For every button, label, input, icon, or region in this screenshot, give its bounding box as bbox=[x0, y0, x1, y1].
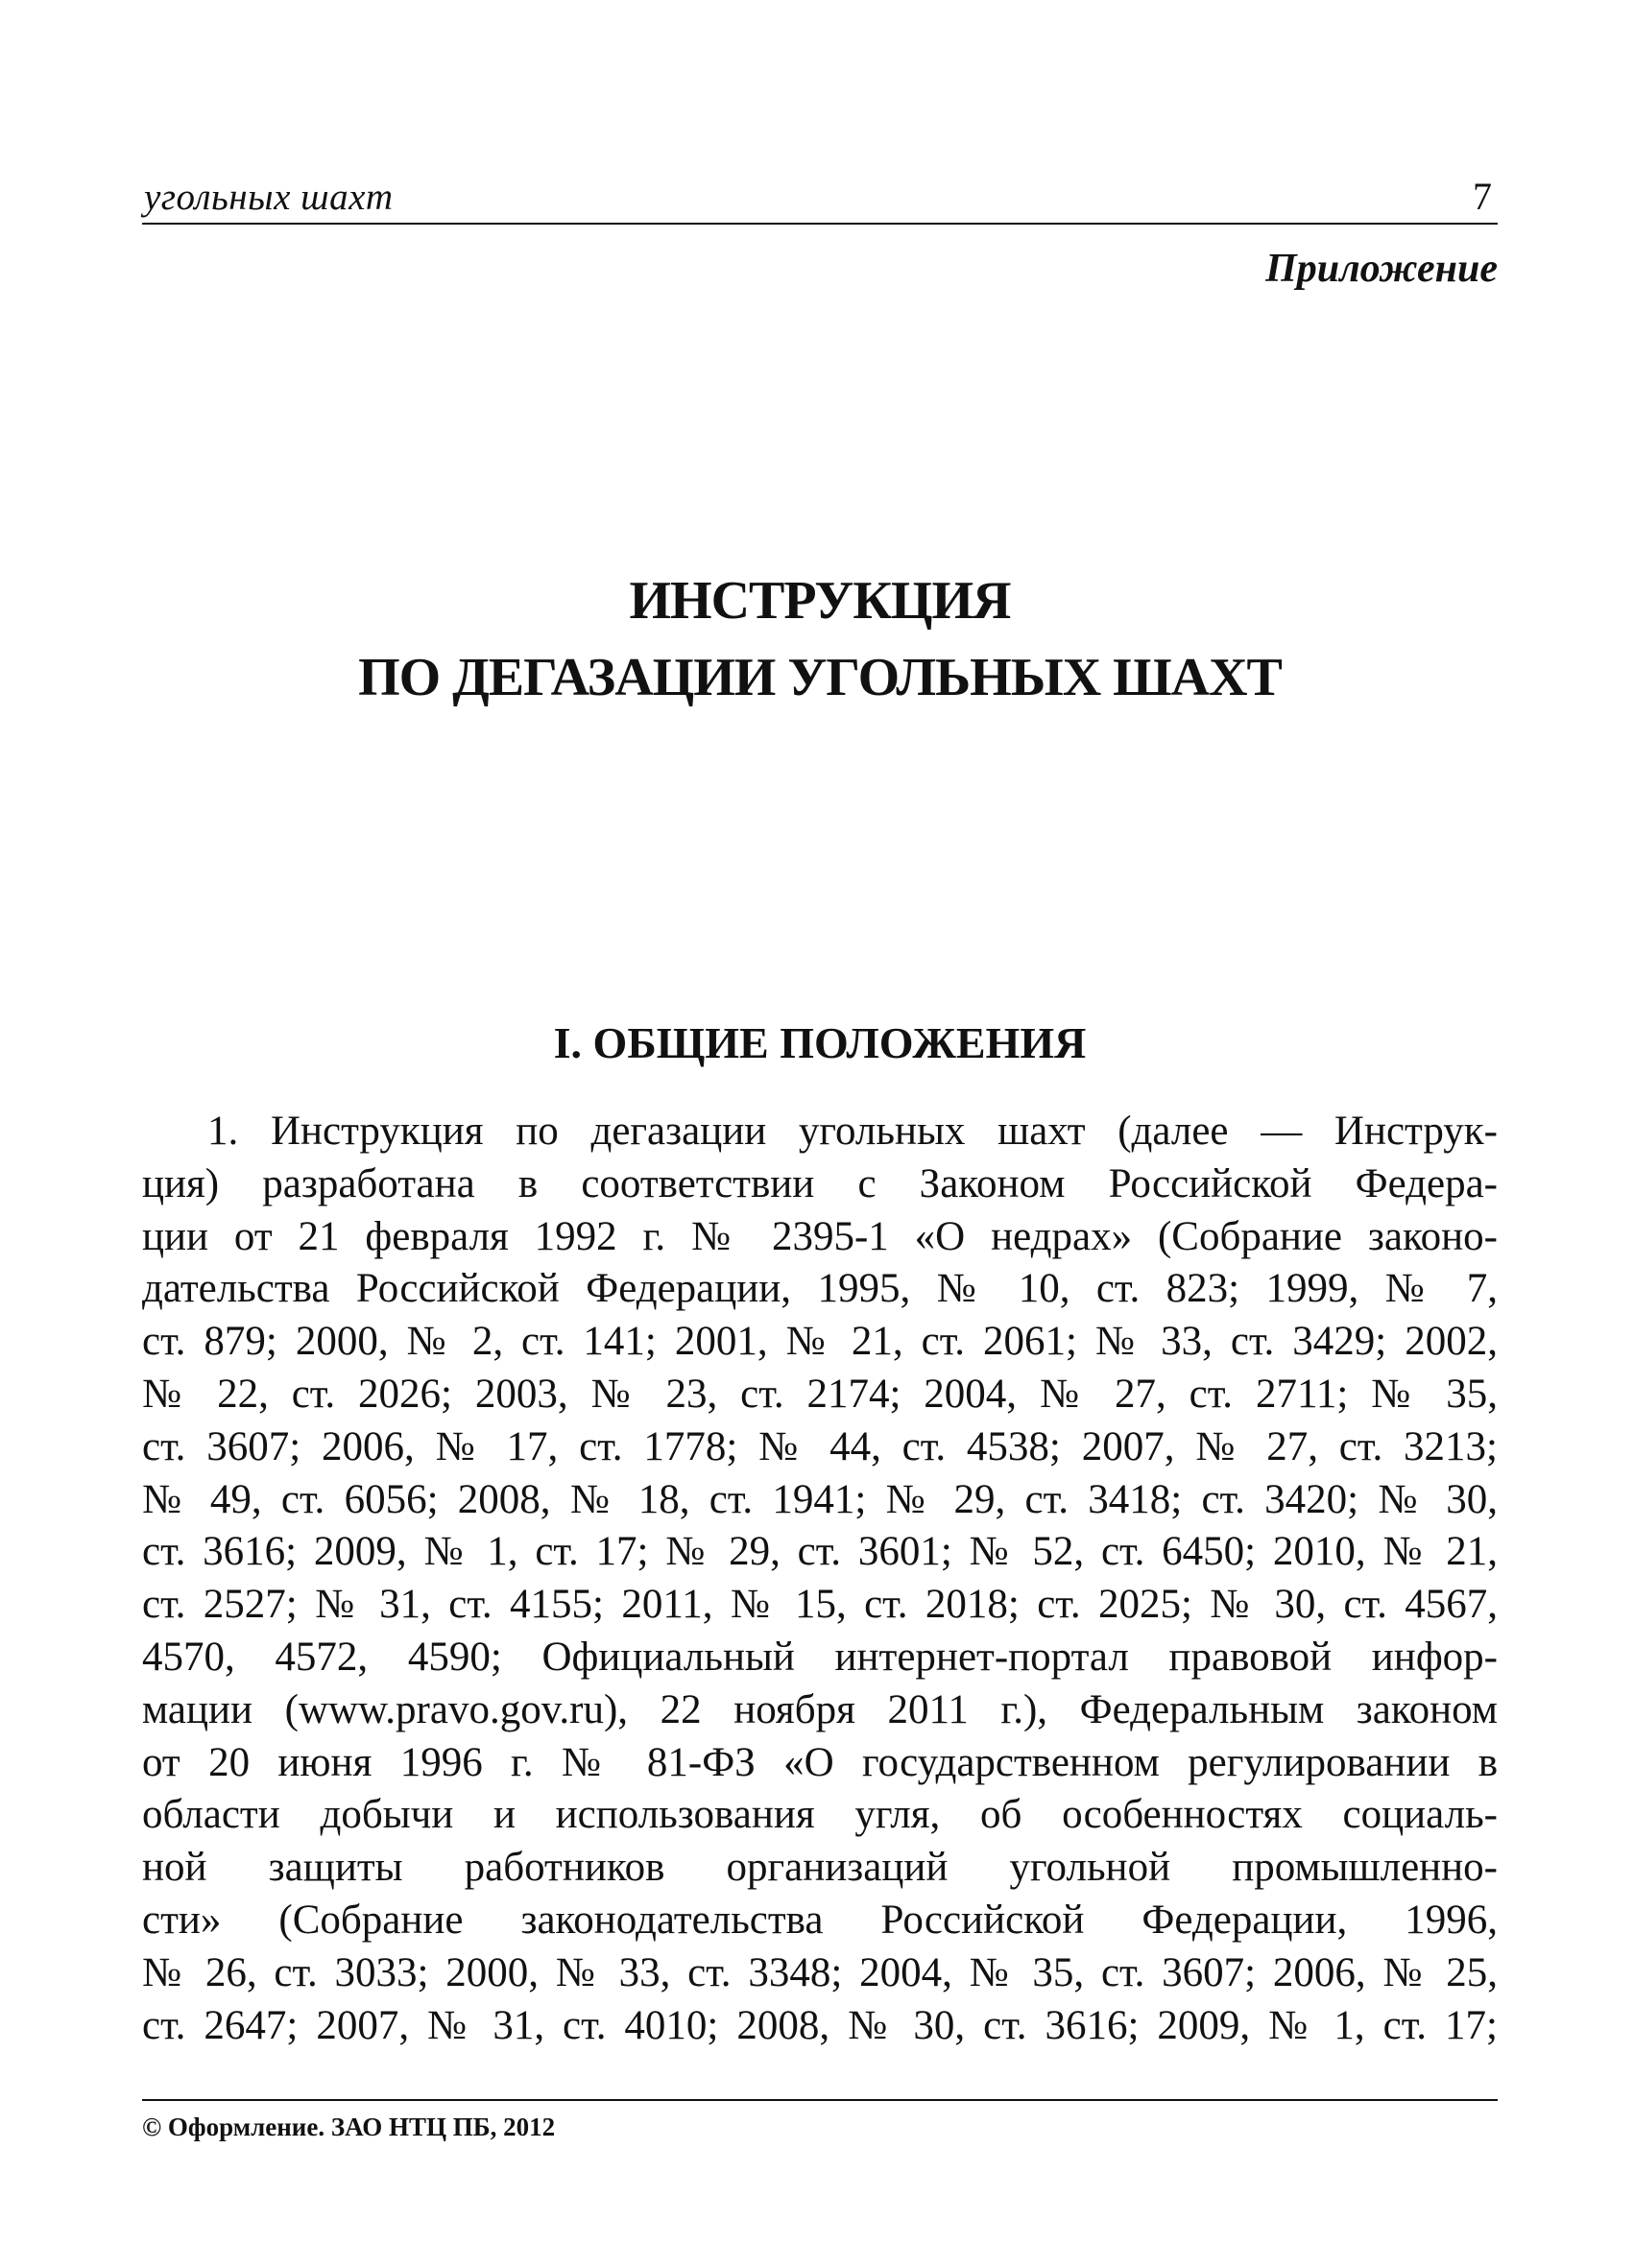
body-line: сти» (Собрание законодательства Российской Федерации, 1996, bbox=[142, 1897, 1498, 1943]
body-line: ции от 21 февраля 1992 г. № 2395-1 «О недрах» (Собрание законо- bbox=[142, 1213, 1498, 1259]
body-line: ной защиты работников организаций угольной промышленно- bbox=[142, 1845, 1498, 1891]
body-line: ция) разработана в соответствии с Законом Российской Федера- bbox=[142, 1160, 1498, 1206]
running-head bbox=[142, 165, 1498, 225]
body-line: ст. 879; 2000, № 2, ст. 141; 2001, № 21, ст. 2061; № 33, ст. 3429; 2002, bbox=[142, 1319, 1498, 1365]
section-body bbox=[142, 1106, 1498, 2052]
page-number: 7 bbox=[1473, 175, 1492, 218]
body-line: 1. Инструкция по дегазации угольных шахт (далее — Инструк- bbox=[207, 1109, 1498, 1154]
body-line: области добычи и использования угля, об особенностях социаль- bbox=[142, 1792, 1498, 1838]
document-title-line-1: ИНСТРУКЦИЯ bbox=[629, 571, 1011, 631]
body-line: ст. 3607; 2006, № 17, ст. 1778; № 44, ст. 4538; 2007, № 27, ст. 3213; bbox=[142, 1423, 1498, 1469]
body-line: № 22, ст. 2026; 2003, № 23, ст. 2174; 2004, № 27, ст. 2711; № 35, bbox=[142, 1371, 1498, 1417]
copyright-footer: © Оформление. ЗАО НТЦ ПБ, 2012 bbox=[142, 2099, 1498, 2142]
body-line: ст. 2647; 2007, № 31, ст. 4010; 2008, № 30, ст. 3616; 2009, № 1, ст. 17; bbox=[142, 2002, 1498, 2048]
section-heading: I. ОБЩИЕ ПОЛОЖЕНИЯ bbox=[553, 1018, 1087, 1067]
body-line: от 20 июня 1996 г. № 81-ФЗ «О государственном регулировании в bbox=[142, 1739, 1498, 1785]
document-title-line-2: ПО ДЕГАЗАЦИИ УГОЛЬНЫХ ШАХТ bbox=[358, 648, 1282, 707]
body-line: № 26, ст. 3033; 2000, № 33, ст. 3348; 2004, № 35, ст. 3607; 2006, № 25, bbox=[142, 1949, 1498, 1995]
body-line: ст. 2527; № 31, ст. 4155; 2011, № 15, ст. 2018; ст. 2025; № 30, ст. 4567, bbox=[142, 1582, 1498, 1628]
running-head-title: угольных шахт bbox=[144, 177, 394, 218]
body-line: 4570, 4572, 4590; Официальный интернет-портал правовой инфор- bbox=[142, 1634, 1498, 1680]
body-line: № 49, ст. 6056; 2008, № 18, ст. 1941; № 29, ст. 3418; ст. 3420; № 30, bbox=[142, 1476, 1498, 1522]
appendix-label: Приложение bbox=[1265, 247, 1498, 291]
body-line: дательства Российской Федерации, 1995, № 10, ст. 823; 1999, № 7, bbox=[142, 1266, 1498, 1312]
body-line: ст. 3616; 2009, № 1, ст. 17; № 29, ст. 3601; № 52, ст. 6450; 2010, № 21, bbox=[142, 1529, 1498, 1575]
body-line: мации (www.pravo.gov.ru), 22 ноября 2011 г.), Федеральным законом bbox=[142, 1686, 1498, 1732]
